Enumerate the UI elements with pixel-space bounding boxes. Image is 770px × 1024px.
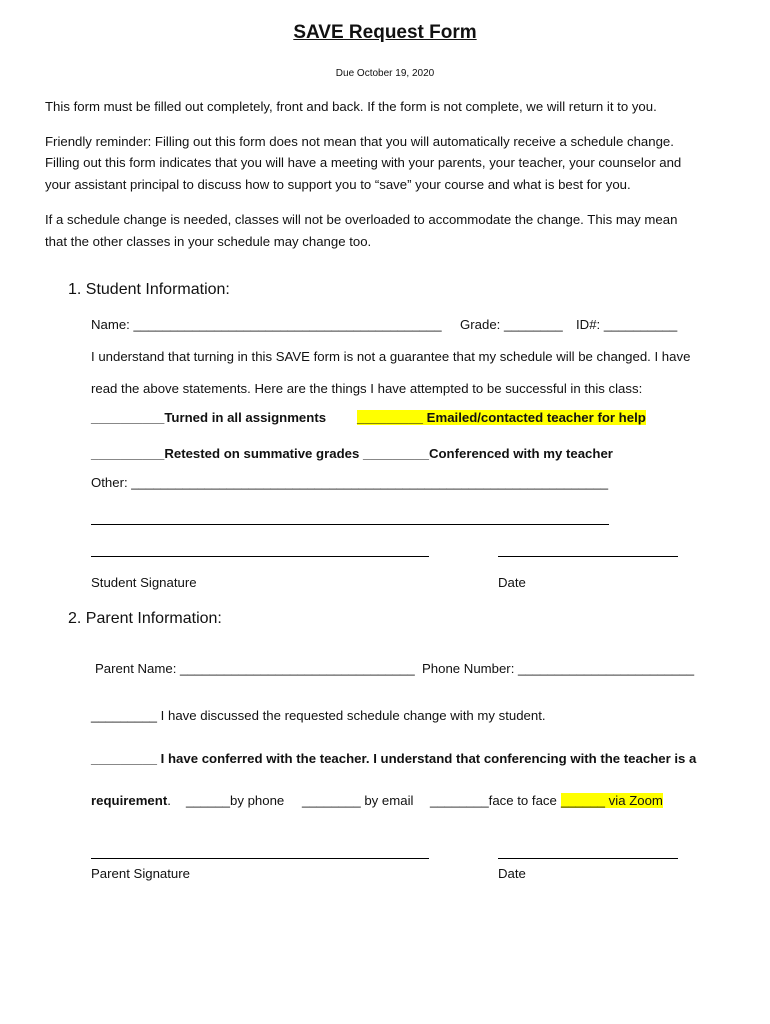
understand-line-1: I understand that turning in this SAVE form is not a guarantee that my schedule will be changed. I have [91, 349, 691, 364]
form-title: SAVE Request Form [293, 22, 477, 43]
option-turned-in-assignments[interactable]: __________Turned in all assignments [91, 410, 327, 425]
parent-info-heading: 2. Parent Information: [68, 610, 222, 627]
student-signature-line[interactable] [91, 556, 429, 557]
option-retested-conferenced[interactable]: __________Retested on summative grades _________Conferenced with my teacher [91, 446, 613, 461]
contact-face-to-face[interactable]: ________face to face [430, 793, 557, 808]
other-continuation-line[interactable] [91, 524, 609, 525]
intro-paragraph-3-line-2: that the other classes in your schedule may change too. [45, 234, 372, 249]
student-info-heading: 1. Student Information: [68, 281, 230, 298]
intro-paragraph-2-line-1: Friendly reminder: Filling out this form does not mean that you will automatically receive a schedule change. [45, 134, 674, 149]
grade-field[interactable]: Grade: ________ [460, 317, 563, 332]
contact-via-zoom[interactable]: ______ via Zoom [561, 793, 663, 808]
discussed-checkline[interactable]: _________ I have discussed the requested schedule change with my student. [91, 708, 546, 723]
intro-paragraph-1: This form must be filled out completely, front and back. If the form is not complete, we will return it to you. [45, 99, 657, 114]
parent-date-line[interactable] [498, 858, 678, 859]
student-name-field[interactable]: Name: __________________________________________ [91, 317, 442, 332]
option-emailed-teacher[interactable]: _________ Emailed/contacted teacher for help [357, 410, 646, 425]
student-date-label: Date [498, 575, 526, 590]
contact-by-email[interactable]: ________ by email [302, 793, 414, 808]
contact-by-phone[interactable]: ______by phone [186, 793, 285, 808]
understand-line-2: read the above statements. Here are the things I have attempted to be successful in this class: [91, 381, 643, 396]
student-signature-label: Student Signature [91, 575, 197, 590]
intro-paragraph-3-line-1: If a schedule change is needed, classes will not be overloaded to accommodate the change. This may mean [45, 212, 678, 227]
intro-paragraph-2-line-3: your assistant principal to discuss how to support you to “save” your course and what is best for you. [45, 177, 631, 192]
conferred-checkline[interactable]: _________ I have conferred with the teacher. I understand that conferencing with the teacher is a [91, 751, 697, 766]
requirement-label: requirement. [91, 793, 171, 808]
student-id-field[interactable]: ID#: __________ [576, 317, 678, 332]
other-field[interactable]: Other: _________________________________________________________________ [91, 475, 609, 490]
parent-name-field[interactable]: Parent Name: ________________________________ [95, 661, 415, 676]
parent-signature-label: Parent Signature [91, 866, 190, 881]
parent-signature-line[interactable] [91, 858, 429, 859]
due-date: Due October 19, 2020 [335, 68, 435, 79]
phone-number-field[interactable]: Phone Number: ________________________ [422, 661, 695, 676]
student-date-line[interactable] [498, 556, 678, 557]
intro-paragraph-2-line-2: Filling out this form indicates that you will have a meeting with your parents, your teacher, your counselor and [45, 155, 682, 170]
parent-date-label: Date [498, 866, 526, 881]
